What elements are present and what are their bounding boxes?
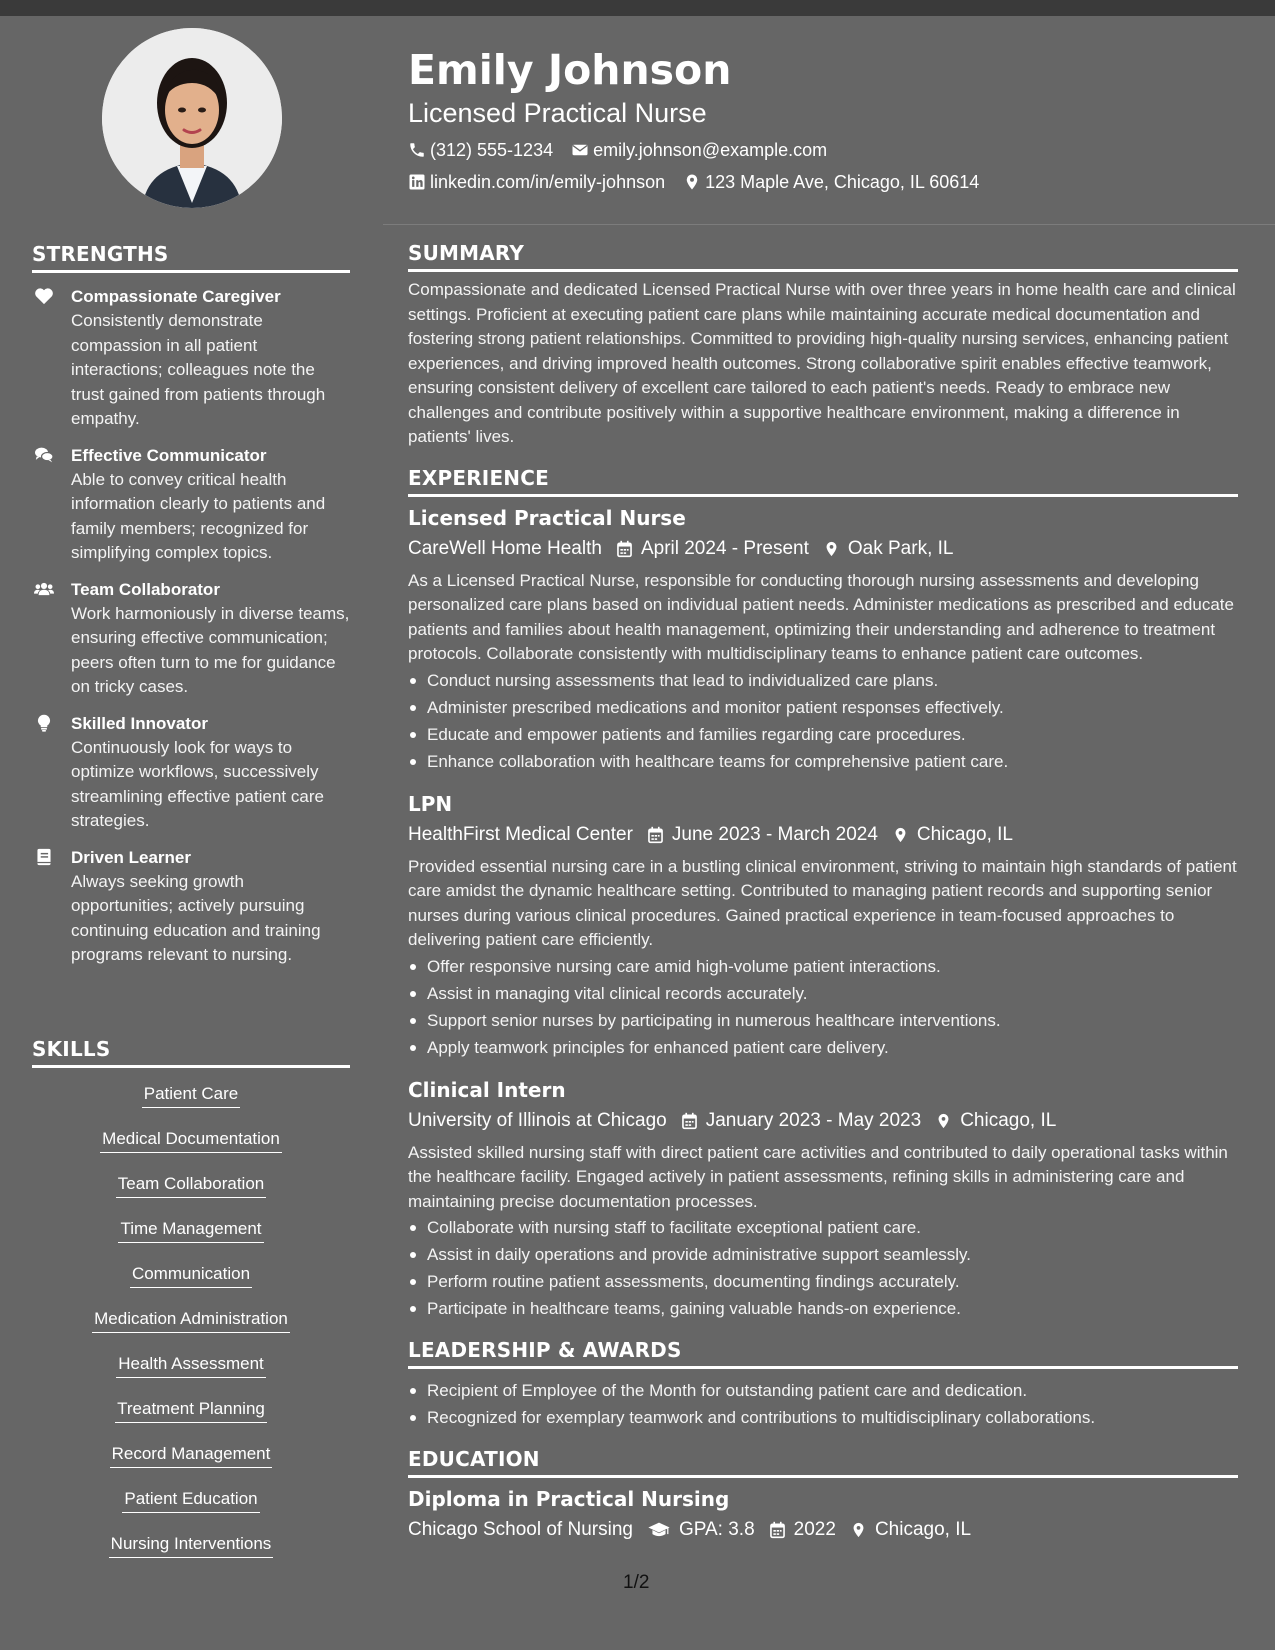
list-item: Participate in healthcare teams, gaining valuable hands-on experience. xyxy=(408,1295,1238,1322)
location-pin-icon xyxy=(892,826,909,844)
envelope-icon xyxy=(571,141,589,159)
person-title: Licensed Practical Nurse xyxy=(408,98,707,128)
strength-desc: Always seeking growth opportunities; actively pursuing continuing education and training programs relevant to nursing. xyxy=(71,871,321,964)
summary-text: Compassionate and dedicated Licensed Practical Nurse with over three years in home health care and clinical settings. Proficient at executing patient care plans while maintaining accurate medical documentation and fostering strong patient relationships. Committed to providing high-quality nursing services, enhancing patient experiences, and driving improved health outcomes. Strong collaborative spirit enables effective teamwork, ensuring consistent delivery of excellent care tailored to each patient's needs. Ready to embrace new challenges and contribute positively within a supportive healthcare environment, making a difference in patients' lives. xyxy=(408,280,1236,446)
location-pin-icon xyxy=(935,1112,952,1130)
profile-photo xyxy=(102,28,282,208)
job-dates: April 2024 - Present xyxy=(640,537,809,559)
list-item: Collaborate with nursing staff to facilitate exceptional patient care. xyxy=(408,1214,1238,1241)
job-bullets xyxy=(408,953,1238,1061)
job-entry xyxy=(408,789,1238,1061)
strengths-heading: STRENGTHS xyxy=(32,242,350,273)
list-item: Recognized for exemplary teamwork and contributions to multidisciplinary collaborations. xyxy=(408,1404,1238,1431)
calendar-icon xyxy=(647,826,664,844)
experience-heading: EXPERIENCE xyxy=(408,466,1238,497)
contact-phone: (312) 555-1234 xyxy=(408,138,553,162)
job-role: LPN xyxy=(408,791,453,816)
graduation-cap-icon xyxy=(647,1521,671,1539)
awards-heading: LEADERSHIP & AWARDS xyxy=(408,1338,1238,1369)
skill-item: Health Assessment xyxy=(32,1352,350,1397)
job-company: HealthFirst Medical Center xyxy=(408,823,633,845)
job-meta xyxy=(408,819,1238,851)
list-item: Offer responsive nursing care amid high-volume patient interactions. xyxy=(408,953,1238,980)
calendar-icon xyxy=(616,540,633,558)
contact-row xyxy=(408,138,1238,162)
skill-item: Patient Care xyxy=(32,1082,350,1127)
skill-item: Communication xyxy=(32,1262,350,1307)
education-school: Chicago School of Nursing xyxy=(408,1519,633,1540)
strength-title: Driven Learner xyxy=(71,847,191,867)
skill-item: Record Management xyxy=(32,1442,350,1487)
job-meta xyxy=(408,1105,1238,1137)
list-item: Apply teamwork principles for enhanced patient care delivery. xyxy=(408,1034,1238,1061)
strength-title: Effective Communicator xyxy=(71,445,267,465)
top-bar xyxy=(0,0,1275,16)
awards-section xyxy=(408,1338,1238,1431)
skill-item: Team Collaboration xyxy=(32,1172,350,1217)
awards-list xyxy=(408,1377,1238,1431)
education-gpa: GPA: 3.8 xyxy=(678,1519,755,1540)
job-bullets xyxy=(408,667,1238,775)
users-icon xyxy=(34,580,54,598)
avatar xyxy=(102,28,282,208)
education-year: 2022 xyxy=(793,1519,836,1540)
list-item: Assist in daily operations and provide administrative support seamlessly. xyxy=(408,1241,1238,1268)
job-role: Clinical Intern xyxy=(408,1077,566,1102)
education-meta xyxy=(408,1514,1238,1546)
strengths-section xyxy=(32,242,350,968)
book-icon xyxy=(34,848,54,866)
job-meta xyxy=(408,533,1238,565)
strength-desc: Consistently demonstrate compassion in all patient interactions; colleagues note the trust gained from patients through empathy. xyxy=(71,311,326,428)
strength-title: Team Collaborator xyxy=(71,579,220,599)
location-pin-icon xyxy=(850,1521,867,1539)
lightbulb-icon xyxy=(34,714,54,732)
job-location: Oak Park, IL xyxy=(847,537,954,559)
skill-item: Time Management xyxy=(32,1217,350,1262)
job-company: University of Illinois at Chicago xyxy=(408,1109,667,1131)
contact-email[interactable]: emily.johnson@example.com xyxy=(571,138,827,162)
job-company: CareWell Home Health xyxy=(408,537,602,559)
skill-item: Nursing Interventions xyxy=(32,1532,350,1577)
list-item: Recipient of Employee of the Month for outstanding patient care and dedication. xyxy=(408,1377,1238,1404)
strength-desc: Work harmoniously in diverse teams, ensuring effective communication; peers often turn to me for guidance on tricky cases. xyxy=(71,603,350,696)
strength-desc: Able to convey critical health information clearly to patients and family members; recognized for simplifying complex topics. xyxy=(71,469,326,562)
skill-item: Medication Administration xyxy=(32,1307,350,1352)
person-name: Emily Johnson xyxy=(408,46,732,94)
strength-title: Skilled Innovator xyxy=(71,713,208,733)
list-item: Assist in managing vital clinical records accurately. xyxy=(408,980,1238,1007)
list-item: Conduct nursing assessments that lead to individualized care plans. xyxy=(408,667,1238,694)
phone-icon xyxy=(408,141,426,159)
list-item: Enhance collaboration with healthcare teams for comprehensive patient care. xyxy=(408,748,1238,775)
strength-desc: Continuously look for ways to optimize workflows, successively streamlining effective patient care strategies. xyxy=(71,737,324,830)
calendar-icon xyxy=(681,1112,698,1130)
job-location: Chicago, IL xyxy=(960,1109,1057,1131)
job-description: As a Licensed Practical Nurse, responsible for conducting thorough nursing assessments and developing personalized care plans based on individual patient needs. Administer medications as prescribed and educate patients and families about health management, optimizing their understanding and adherence to treatment protocols. Collaborate consistently with multidisciplinary teams to enhance patient care outcomes. xyxy=(408,570,1234,663)
strength-item xyxy=(32,712,350,834)
page-number: 1/2 xyxy=(623,1572,650,1593)
contact-row xyxy=(408,170,1238,194)
job-dates: June 2023 - March 2024 xyxy=(671,823,878,845)
header-divider xyxy=(383,224,1275,225)
job-description: Assisted skilled nursing staff with direct patient care activities and contributed to daily operational tasks within the healthcare facility. Engaged actively in patient assessments, refining skills in administering care and maintaining precise documentation processes. xyxy=(408,1142,1228,1211)
experience-section xyxy=(408,466,1238,1323)
list-item: Perform routine patient assessments, documenting findings accurately. xyxy=(408,1268,1238,1295)
main-column xyxy=(408,241,1238,1550)
job-bullets xyxy=(408,1214,1238,1322)
list-item: Support senior nurses by participating in numerous healthcare interventions. xyxy=(408,1007,1238,1034)
summary-section xyxy=(408,241,1238,450)
contact-linkedin[interactable]: linkedin.com/in/emily-johnson xyxy=(408,170,665,194)
comments-icon xyxy=(34,446,54,464)
heart-icon xyxy=(34,287,54,305)
strength-item xyxy=(32,285,350,432)
strength-item xyxy=(32,578,350,700)
job-dates: January 2023 - May 2023 xyxy=(705,1109,922,1131)
strength-item xyxy=(32,846,350,968)
list-item: Administer prescribed medications and monitor patient responses effectively. xyxy=(408,694,1238,721)
list-item: Educate and empower patients and families regarding care procedures. xyxy=(408,721,1238,748)
education-location: Chicago, IL xyxy=(874,1519,972,1540)
resume-header xyxy=(408,44,1238,194)
location-pin-icon xyxy=(823,540,840,558)
education-section xyxy=(408,1447,1238,1546)
strength-item xyxy=(32,444,350,566)
contact-address: 123 Maple Ave, Chicago, IL 60614 xyxy=(683,170,979,194)
job-entry xyxy=(408,1075,1238,1323)
strength-title: Compassionate Caregiver xyxy=(71,287,281,306)
job-entry xyxy=(408,503,1238,775)
skill-item: Medical Documentation xyxy=(32,1127,350,1172)
skills-section xyxy=(32,1037,350,1577)
skill-item: Treatment Planning xyxy=(32,1397,350,1442)
job-location: Chicago, IL xyxy=(916,823,1014,845)
summary-heading: SUMMARY xyxy=(408,241,1238,272)
calendar-icon xyxy=(769,1521,786,1539)
job-description: Provided essential nursing care in a bustling clinical environment, striving to maintain high standards of patient care amidst the dynamic healthcare setting. Contributed to managing patient records and supporting senior nurses during various clinical procedures. Gained practical experience in team-focused approaches to delivering patient care efficiently. xyxy=(408,856,1237,949)
skill-item: Patient Education xyxy=(32,1487,350,1532)
education-degree: Diploma in Practical Nursing xyxy=(408,1487,730,1511)
education-heading: EDUCATION xyxy=(408,1447,1238,1478)
linkedin-icon xyxy=(408,173,426,191)
location-pin-icon xyxy=(683,173,701,191)
job-role: Licensed Practical Nurse xyxy=(408,505,686,530)
skill-list xyxy=(32,1082,350,1577)
skills-heading: SKILLS xyxy=(32,1037,350,1068)
